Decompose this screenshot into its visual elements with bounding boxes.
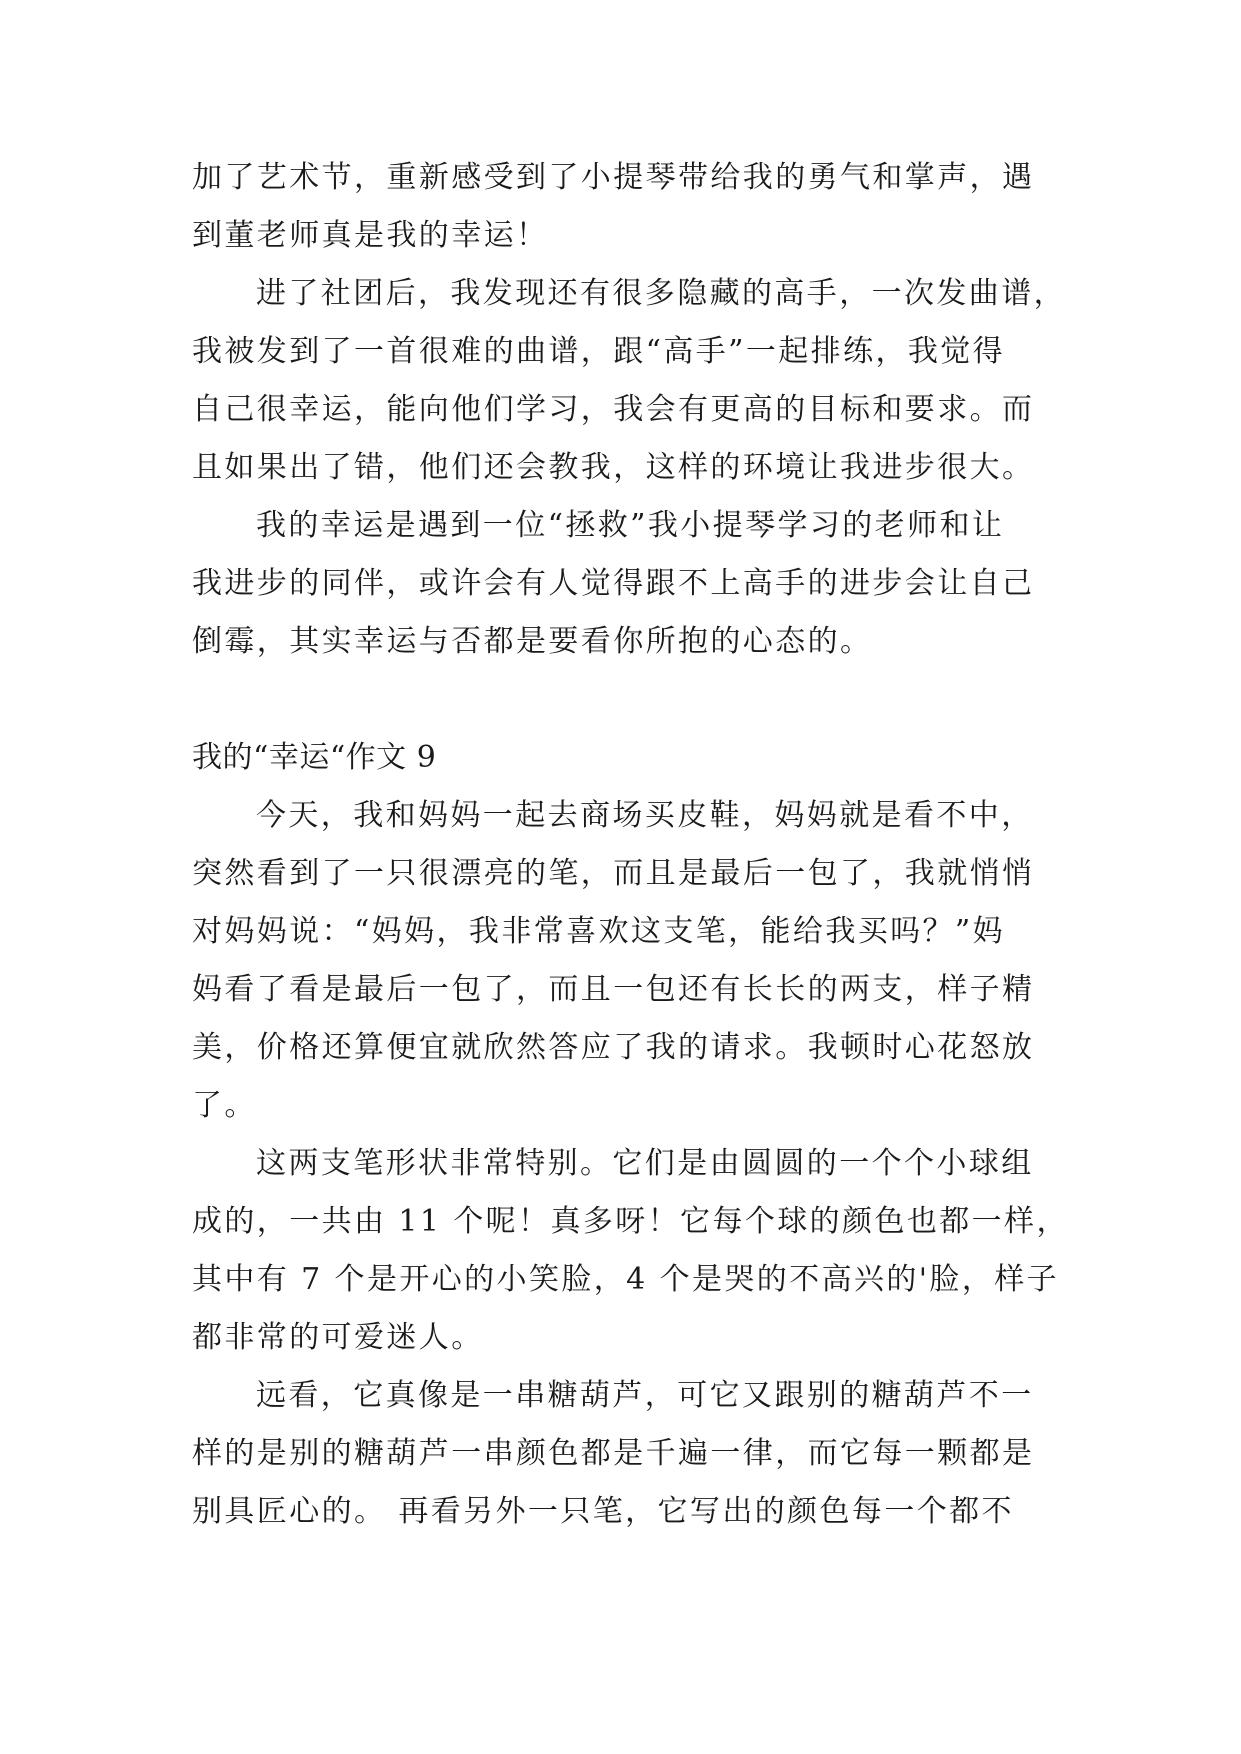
text-line: 了。 <box>192 1088 257 1123</box>
text-line: 倒霉，其实幸运与否都是要看你所抱的心态的。 <box>192 624 873 659</box>
paragraph-first-line: 进了社团后，我发现还有很多隐藏的高手，一次发曲谱， <box>256 276 1066 311</box>
text-line: 都非常的可爱迷人。 <box>192 1320 484 1355</box>
text-line: 妈看了看是最后一包了，而且一包还有长长的两支，样子精 <box>192 972 1035 1007</box>
text-line: 自己很幸运，能向他们学习，我会有更高的目标和要求。而 <box>192 392 1035 427</box>
paragraph-first-line: 我的幸运是遇到一位“拯救”我小提琴学习的老师和让 <box>256 508 1005 543</box>
paragraph-first-line: 今天，我和妈妈一起去商场买皮鞋，妈妈就是看不中， <box>256 798 1034 833</box>
text-line: 且如果出了错，他们还会教我，这样的环境让我进步很大。 <box>192 450 1035 485</box>
text-line: 别具匠心的。 再看另外一只笔，它写出的颜色每一个都不 <box>192 1494 1014 1529</box>
paragraph-first-line: 这两支笔形状非常特别。它们是由圆圆的一个个小球组 <box>256 1146 1034 1181</box>
text-line: 成的，一共由 11 个呢！真多呀！它每个球的颜色也都一样， <box>192 1204 1069 1239</box>
paragraph-first-line: 远看，它真像是一串糖葫芦，可它又跟别的糖葫芦不一 <box>256 1378 1034 1413</box>
section-title: 我的“幸运“作文 9 <box>192 740 437 775</box>
text-line: 我进步的同伴，或许会有人觉得跟不上高手的进步会让自己 <box>192 566 1035 601</box>
text-line: 样的是别的糖葫芦一串颜色都是千遍一律，而它每一颗都是 <box>192 1436 1035 1471</box>
text-line: 到董老师真是我的幸运！ <box>192 218 549 253</box>
text-line: 其中有 7 个是开心的小笑脸，4 个是哭的不高兴的'脸，样子 <box>192 1262 1060 1297</box>
text-line: 我被发到了一首很难的曲谱，跟“高手”一起排练，我觉得 <box>192 334 1006 369</box>
text-line: 突然看到了一只很漂亮的笔，而且是最后一包了，我就悄悄 <box>192 856 1035 891</box>
text-line: 美，价格还算便宜就欣然答应了我的请求。我顿时心花怒放 <box>192 1030 1035 1065</box>
text-line: 加了艺术节，重新感受到了小提琴带给我的勇气和掌声，遇 <box>192 160 1035 195</box>
text-line: 对妈妈说：“妈妈，我非常喜欢这支笔，能给我买吗？”妈 <box>192 914 1006 949</box>
